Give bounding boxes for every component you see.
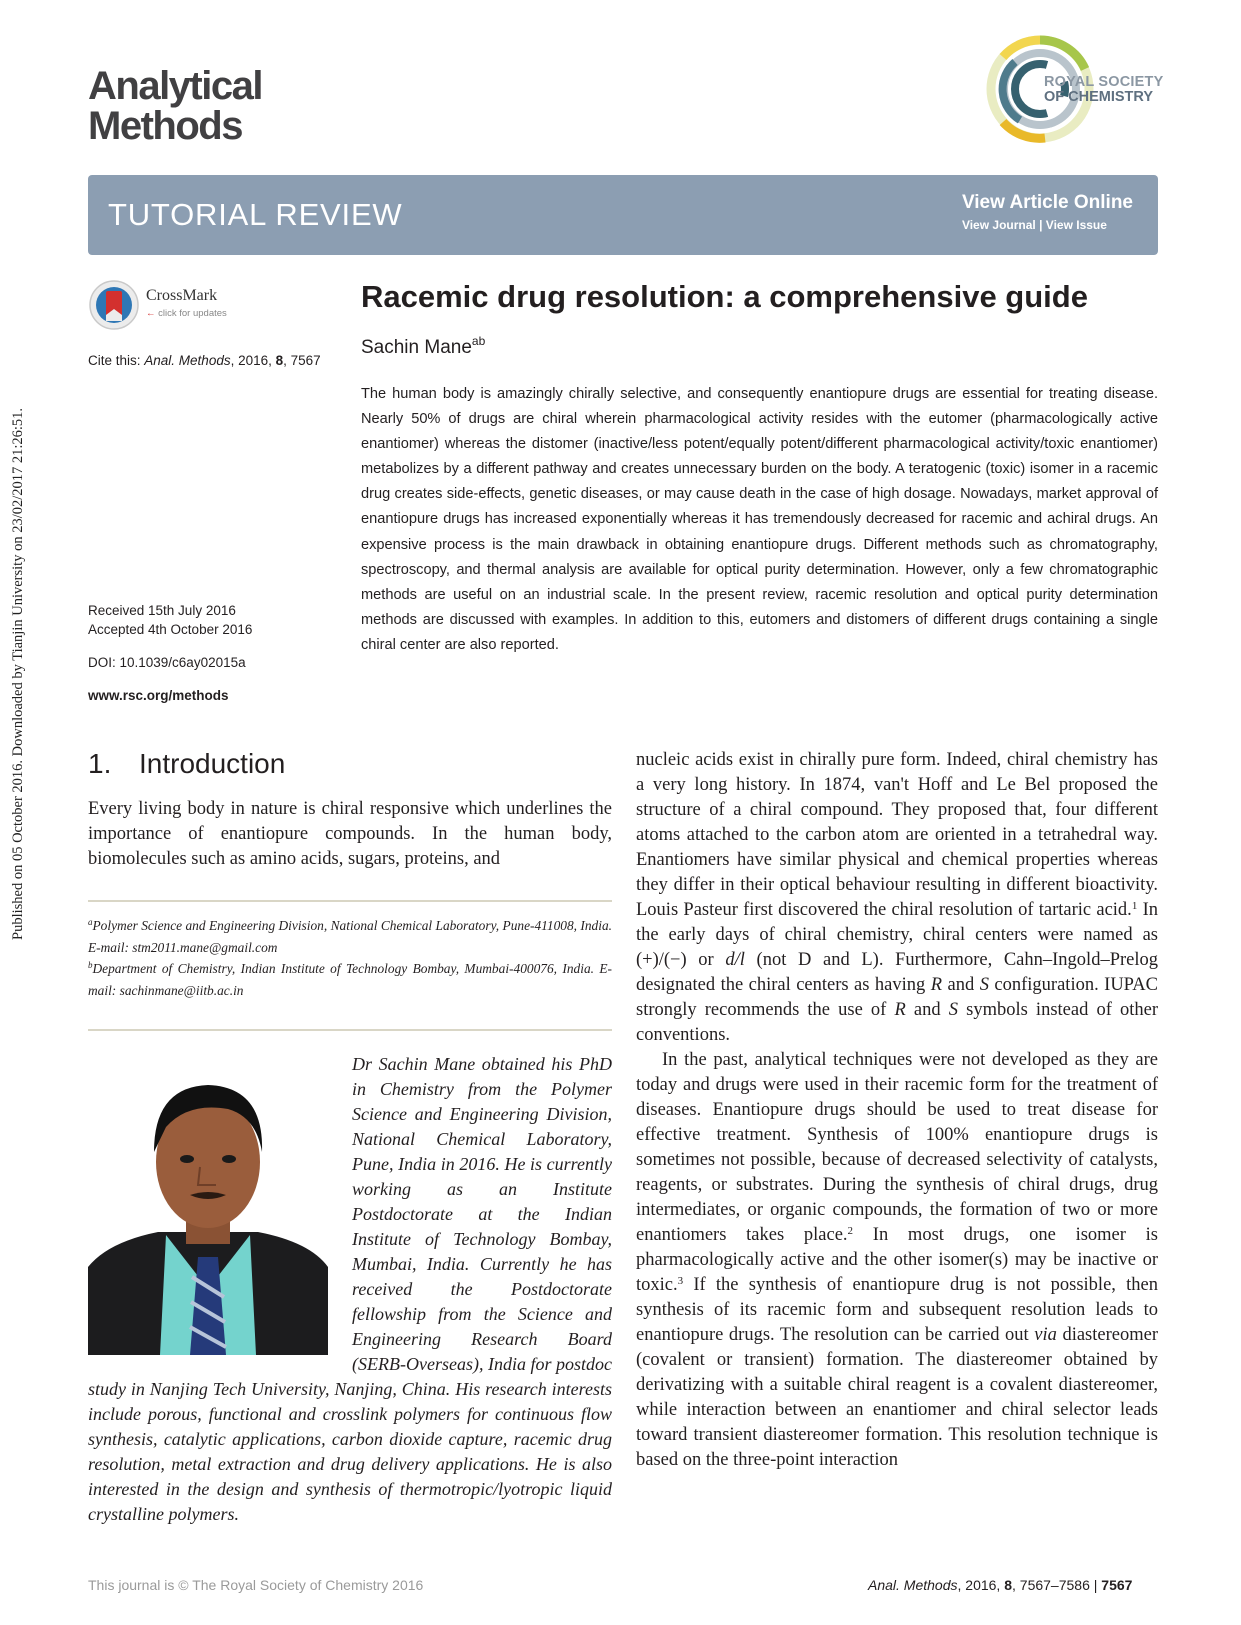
author-biography bbox=[88, 1052, 612, 1527]
view-issue-link[interactable]: View Issue bbox=[1045, 218, 1107, 232]
affiliation-a bbox=[88, 915, 612, 958]
p1-part-b: In the early days of chiral chemistry, chiral centers were named as (+)/(−) or bbox=[636, 900, 1158, 970]
journal-url[interactable]: www.rsc.org/methods bbox=[88, 688, 229, 703]
affiliation-b bbox=[88, 958, 612, 1001]
p1-part-d: and bbox=[942, 975, 980, 995]
journal-title-line2: Methods bbox=[88, 104, 242, 148]
affiliation-b-mark: b bbox=[88, 960, 93, 970]
bio-text: Dr Sachin Mane obtained his PhD in Chemistry from the Polymer Science and Engineering Division, National Chemical Laboratory, Pune, India in 2016. He is currently working as an Institute Postdoctorate at the Indian Institute of Technology Bombay, Mumbai, India. Currently he has received the Postdoctorate fellowship from the Science and Engineering Research Board (SERB-Overseas), India for postdoc study in Nanjing Tech University, Nanjing, China. His research interests include porous, functional and crosslink polymers for continuous flow synthesis, catalytic applications, carbon dioxide capture, racemic drug resolution, metal extraction and drug delivery applications. He is also interested in the design and synthesis of thermotropic/lyotropic liquid crystalline polymers. bbox=[88, 1054, 612, 1524]
cite-prefix: Cite this: bbox=[88, 353, 145, 368]
cite-journal: Anal. Methods bbox=[144, 353, 231, 368]
p2-part-a: In the past, analytical techniques were not developed as they are today and drugs were used in their racemic form for the treatment of diseases. Enantiopure drugs should be used to treat disease for effective treatment. Synthesis of 100% enantiopure drugs is sometimes not possible, because of decreased selectivity of catalysts, reagents, or substrates. During the synthesis of chiral drugs, drug intermediates, or organic compounds, the formation of two or more enantiomers takes place. bbox=[636, 1050, 1158, 1245]
footer-volume: 8 bbox=[1004, 1577, 1012, 1593]
article-links bbox=[962, 190, 1133, 234]
crossmark-sub bbox=[146, 308, 227, 319]
crossmark-label: CrossMark bbox=[146, 287, 218, 304]
journal-title bbox=[88, 66, 262, 146]
crossmark-sub-text: click for updates bbox=[158, 308, 227, 319]
accepted-date: Accepted 4th October 2016 bbox=[88, 622, 253, 637]
cite-page: , 7567 bbox=[283, 353, 321, 368]
section-heading bbox=[88, 746, 285, 782]
footer-citation bbox=[868, 1575, 1132, 1595]
ref-3[interactable]: 3 bbox=[677, 1275, 684, 1287]
page-number: 7567 bbox=[1101, 1577, 1133, 1593]
footer-pages: , 7567–7586 bbox=[1012, 1577, 1090, 1593]
affiliation-a-text: Polymer Science and Engineering Division, National Chemical Laboratory, Pune-411008, India. E-mail: stm2011.mane@gmail.com bbox=[88, 918, 612, 955]
view-links bbox=[962, 216, 1133, 234]
intro-right-paragraph-2 bbox=[636, 1048, 1158, 1473]
author-name: Sachin Mane bbox=[361, 337, 472, 358]
p1-part-c: (not D and L). Furthermore, Cahn–Ingold–Prelog designated the chiral centers as having bbox=[636, 950, 1158, 995]
intro-right-column bbox=[636, 748, 1158, 1473]
p1-part-g: symbols instead of other conventions. bbox=[636, 1000, 1158, 1045]
affiliation-rule-bottom bbox=[88, 1029, 612, 1031]
p2-part-c: If the synthesis of enantiopure drug is not possible, then synthesis of its racemic form and subsequent resolution leads to enantiopure drugs. The resolution can be carried out bbox=[636, 1275, 1158, 1345]
article-title: Racemic drug resolution: a comprehensive guide bbox=[361, 279, 1088, 314]
affiliation-b-text: Department of Chemistry, Indian Institute of Technology Bombay, Mumbai-400076, India. E-mail: sachinmane@iitb.ac.in bbox=[88, 961, 612, 998]
arrow-left-icon: ← bbox=[146, 308, 156, 319]
cite-year: , 2016, bbox=[230, 353, 276, 368]
author bbox=[361, 335, 485, 361]
author-affiliation-marks: ab bbox=[471, 334, 486, 348]
ref-1[interactable]: 1 bbox=[1131, 900, 1138, 912]
bio-photo-spacer bbox=[88, 1052, 352, 1364]
p1-dl: d/l bbox=[725, 950, 745, 970]
rsc-wordmark-line2: OF CHEMISTRY bbox=[1044, 88, 1154, 105]
affiliation-a-mark: a bbox=[88, 917, 93, 927]
footer-copyright: This journal is © The Royal Society of Chemistry 2016 bbox=[88, 1577, 424, 1593]
article-type-banner bbox=[88, 175, 1158, 255]
ref-2[interactable]: 2 bbox=[847, 1225, 854, 1237]
rsc-wordmark bbox=[1044, 75, 1163, 104]
section-number: 1. bbox=[88, 748, 112, 779]
publication-stamp: Published on 05 October 2016. Downloaded by Tianjin University on 23/02/2017 21:26:51. bbox=[10, 407, 26, 940]
received-date: Received 15th July 2016 bbox=[88, 603, 236, 618]
p1-part-e: configuration. IUPAC strongly recommends the use of bbox=[636, 975, 1158, 1020]
p1-R2: R bbox=[894, 1000, 906, 1020]
article-type: TUTORIAL REVIEW bbox=[108, 197, 403, 232]
intro-right-paragraph-1 bbox=[636, 748, 1158, 1048]
p1-S1: S bbox=[979, 975, 989, 995]
abstract: The human body is amazingly chirally selective, and consequently enantiopure drugs are essential for treating disease. Nearly 50% of drugs are chiral wherein pharmacological activity resides with the eutomer (pharmacologically active enantiomer) whereas the distomer (inactive/less potent/equally potent/different pharmacological activity/toxic enantiomer) metabolizes by a different pathway and creates unnecessary burden on the body. A teratogenic (toxic) isomer in a racemic drug creates side-effects, genetic diseases, or may cause death in the case of high dosage. Nowadays, market approval of enantiopure drugs has increased exponentially whereas it has tremendously decreased for racemic and achiral drugs. An expensive process is the main drawback in obtaining enantiopure drugs. Different methods such as chromatography, spectroscopy, and thermal analysis are available for optical purity determination. However, only a few chromatographic methods are useful on an industrial scale. In the present review, racemic resolution and optical purity determination methods are discussed with examples. In addition to this, eutomers and distomers of different drugs containing a single chiral center are also reported. bbox=[361, 386, 1158, 653]
cite-volume: 8 bbox=[275, 353, 284, 368]
crossmark-icon bbox=[88, 279, 140, 331]
p2-part-b: In most drugs, one isomer is pharmacologically active and the other isomer(s) may be inactive or toxic. bbox=[636, 1225, 1158, 1295]
footer-year: , 2016, bbox=[957, 1577, 1005, 1593]
view-links-separator: | bbox=[1035, 218, 1046, 232]
p2-via: via bbox=[1034, 1325, 1057, 1345]
crossmark-badge[interactable] bbox=[88, 279, 248, 331]
p1-part-a: nucleic acids exist in chirally pure form. Indeed, chiral chemistry has a very long history. In 1874, van't Hoff and Le Bel proposed the structure of a chiral compound. They proposed that, four different atoms attached to the carbon atom are oriented in a tetrahedral way. Enantiomers have similar physical and chemical properties whereas they differ in their optical behaviour resulting in different bioactivity. Louis Pasteur first discovered the chiral resolution of tartaric acid. bbox=[636, 750, 1158, 920]
rsc-wordmark-line1: ROYAL SOCIETY bbox=[1044, 74, 1164, 90]
doi[interactable]: DOI: 10.1039/c6ay02015a bbox=[88, 655, 246, 670]
view-article-online-link[interactable]: View Article Online bbox=[961, 192, 1133, 213]
footer-separator: | bbox=[1089, 1577, 1102, 1593]
p1-S2: S bbox=[948, 1000, 958, 1020]
journal-title-line1: Analytical bbox=[88, 64, 262, 108]
p2-part-d: diastereomer (covalent or transient) formation. The diastereomer obtained by derivatizing with a suitable chiral reagent is a covalent diastereomer, while interaction between an enantiomer and chiral selector leads toward transient diastereomer formation. This resolution technique is based on the three-point interaction bbox=[636, 1325, 1158, 1470]
p1-part-f: and bbox=[905, 1000, 949, 1020]
affiliation-rule-top bbox=[88, 900, 612, 902]
view-journal-link[interactable]: View Journal bbox=[961, 218, 1036, 232]
intro-left-paragraph: Every living body in nature is chiral responsive which underlines the importance of enantiopure compounds. In the human body, biomolecules such as amino acids, sugars, proteins, and bbox=[88, 799, 612, 869]
affiliations bbox=[88, 915, 612, 1001]
footer-journal: Anal. Methods bbox=[868, 1577, 958, 1593]
p1-R1: R bbox=[930, 975, 943, 995]
section-title: Introduction bbox=[139, 748, 286, 779]
citation bbox=[88, 353, 321, 368]
